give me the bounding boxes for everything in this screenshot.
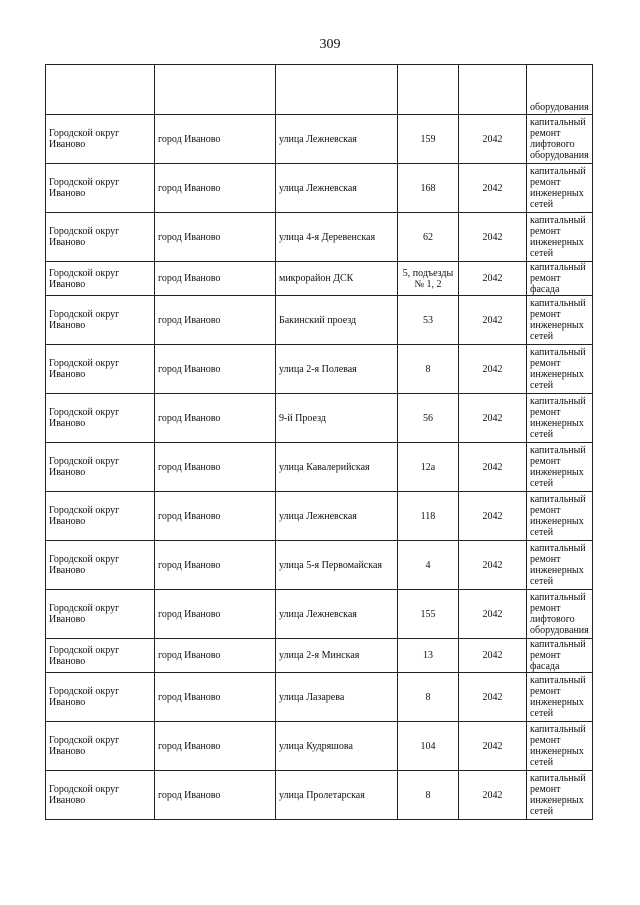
settlement-cell (155, 65, 276, 115)
house-number-cell: 118 (398, 492, 459, 541)
table-row (46, 164, 593, 213)
planned-year-cell: 2042 (459, 590, 527, 639)
work-type-cell: капитальный ремонт инженерных сетей (527, 164, 593, 213)
table-row (46, 115, 593, 164)
settlement-cell: город Иваново (155, 492, 276, 541)
planned-year-cell: 2042 (459, 164, 527, 213)
planned-year-cell (459, 65, 527, 115)
settlement-cell: город Иваново (155, 639, 276, 673)
settlement-cell: город Иваново (155, 590, 276, 639)
table-row (46, 394, 593, 443)
street-cell: 9-й Проезд (276, 394, 398, 443)
street-cell: улица Лазарева (276, 673, 398, 722)
house-number-cell: 56 (398, 394, 459, 443)
planned-year-cell: 2042 (459, 262, 527, 296)
planned-year-cell: 2042 (459, 673, 527, 722)
planned-year-cell: 2042 (459, 722, 527, 771)
work-type-cell: капитальный ремонт инженерных сетей (527, 541, 593, 590)
work-type-cell: капитальный ремонт инженерных сетей (527, 213, 593, 262)
work-type-cell: капитальный ремонт инженерных сетей (527, 492, 593, 541)
house-number-cell (398, 65, 459, 115)
street-cell: Бакинский проезд (276, 296, 398, 345)
house-number-cell: 5, подъезды № 1, 2 (398, 262, 459, 296)
table-row (46, 262, 593, 296)
planned-year-cell: 2042 (459, 115, 527, 164)
house-number-cell: 13 (398, 639, 459, 673)
table-row (46, 541, 593, 590)
house-number-cell: 12а (398, 443, 459, 492)
table-body (46, 65, 593, 820)
street-cell: микрорайон ДСК (276, 262, 398, 296)
street-cell: улица Кудряшова (276, 722, 398, 771)
municipal-district-cell: Городской округ Иваново (46, 213, 155, 262)
table-row (46, 639, 593, 673)
municipal-district-cell: Городской округ Иваново (46, 771, 155, 820)
municipal-district-cell: Городской округ Иваново (46, 590, 155, 639)
settlement-cell: город Иваново (155, 541, 276, 590)
house-number-cell: 8 (398, 771, 459, 820)
settlement-cell: город Иваново (155, 673, 276, 722)
table-row (46, 492, 593, 541)
street-cell (276, 65, 398, 115)
municipal-district-cell: Городской округ Иваново (46, 164, 155, 213)
street-cell: улица Лежневская (276, 115, 398, 164)
house-number-cell: 159 (398, 115, 459, 164)
house-number-cell: 8 (398, 673, 459, 722)
house-number-cell: 8 (398, 345, 459, 394)
street-cell: улица Лежневская (276, 164, 398, 213)
house-number-cell: 53 (398, 296, 459, 345)
street-cell: улица 2-я Минская (276, 639, 398, 673)
house-number-cell: 62 (398, 213, 459, 262)
table-row (46, 590, 593, 639)
settlement-cell: город Иваново (155, 394, 276, 443)
municipal-district-cell (46, 65, 155, 115)
work-type-cell: капитальный ремонт инженерных сетей (527, 345, 593, 394)
house-number-cell: 155 (398, 590, 459, 639)
table-row-continued (46, 65, 593, 115)
settlement-cell: город Иваново (155, 115, 276, 164)
settlement-cell: город Иваново (155, 262, 276, 296)
municipal-district-cell: Городской округ Иваново (46, 345, 155, 394)
work-type-cell: капитальный ремонт инженерных сетей (527, 296, 593, 345)
work-type-cell: капитальный ремонт инженерных сетей (527, 722, 593, 771)
planned-year-cell: 2042 (459, 296, 527, 345)
settlement-cell: город Иваново (155, 771, 276, 820)
table-row (46, 722, 593, 771)
table-row (46, 296, 593, 345)
planned-year-cell: 2042 (459, 639, 527, 673)
table-row (46, 673, 593, 722)
table-row (46, 213, 593, 262)
table-row (46, 443, 593, 492)
planned-year-cell: 2042 (459, 345, 527, 394)
street-cell: улица 4-я Деревенская (276, 213, 398, 262)
street-cell: улица Пролетарская (276, 771, 398, 820)
work-type-cell: капитальный ремонт фасада (527, 639, 593, 673)
settlement-cell: город Иваново (155, 345, 276, 394)
municipal-district-cell: Городской округ Иваново (46, 443, 155, 492)
work-type-cell: капитальный ремонт инженерных сетей (527, 394, 593, 443)
municipal-district-cell: Городской округ Иваново (46, 492, 155, 541)
work-type-cell: оборудования (527, 65, 593, 115)
settlement-cell: город Иваново (155, 722, 276, 771)
table-row (46, 345, 593, 394)
settlement-cell: город Иваново (155, 443, 276, 492)
table-row (46, 771, 593, 820)
settlement-cell: город Иваново (155, 164, 276, 213)
municipal-district-cell: Городской округ Иваново (46, 541, 155, 590)
municipal-district-cell: Городской округ Иваново (46, 673, 155, 722)
street-cell: улица 5-я Первомайская (276, 541, 398, 590)
work-type-cell: капитальный ремонт инженерных сетей (527, 673, 593, 722)
street-cell: улица Лежневская (276, 590, 398, 639)
house-number-cell: 168 (398, 164, 459, 213)
street-cell: улица 2-я Полевая (276, 345, 398, 394)
municipal-district-cell: Городской округ Иваново (46, 262, 155, 296)
municipal-district-cell: Городской округ Иваново (46, 296, 155, 345)
work-type-cell: капитальный ремонт инженерных сетей (527, 771, 593, 820)
planned-year-cell: 2042 (459, 771, 527, 820)
municipal-district-cell: Городской округ Иваново (46, 722, 155, 771)
page-number: 309 (319, 37, 341, 52)
municipal-district-cell: Городской округ Иваново (46, 394, 155, 443)
work-type-cell: капитальный ремонт лифтового оборудования (527, 590, 593, 639)
settlement-cell: город Иваново (155, 296, 276, 345)
municipal-district-cell: Городской округ Иваново (46, 115, 155, 164)
planned-year-cell: 2042 (459, 492, 527, 541)
planned-year-cell: 2042 (459, 541, 527, 590)
street-cell: улица Кавалерийская (276, 443, 398, 492)
planned-year-cell: 2042 (459, 443, 527, 492)
work-type-cell: капитальный ремонт фасада (527, 262, 593, 296)
house-number-cell: 4 (398, 541, 459, 590)
work-type-cell: капитальный ремонт лифтового оборудования (527, 115, 593, 164)
house-number-cell: 104 (398, 722, 459, 771)
work-type-cell: капитальный ремонт инженерных сетей (527, 443, 593, 492)
planned-year-cell: 2042 (459, 394, 527, 443)
municipal-district-cell: Городской округ Иваново (46, 639, 155, 673)
settlement-cell: город Иваново (155, 213, 276, 262)
repair-schedule-table (45, 64, 593, 820)
planned-year-cell: 2042 (459, 213, 527, 262)
street-cell: улица Лежневская (276, 492, 398, 541)
